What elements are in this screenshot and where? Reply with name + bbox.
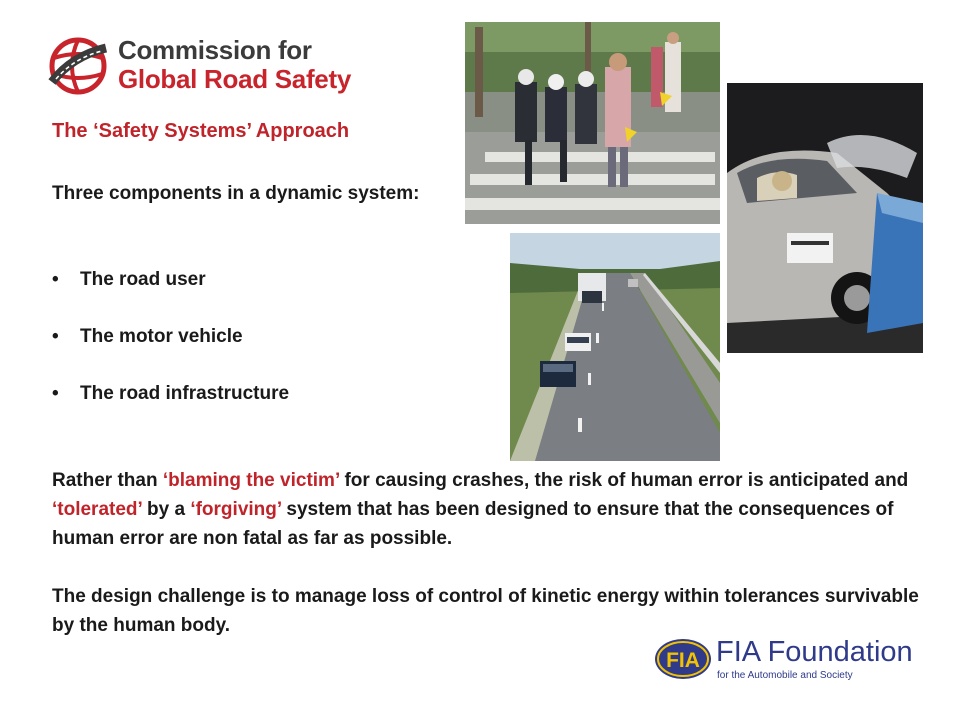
design-challenge-paragraph: The design challenge is to manage loss of control of kinetic energy within tolerances survivable by the human body. xyxy=(52,586,919,636)
para1-highlight-blaming: ‘blaming the victim’ xyxy=(162,470,340,491)
logo-line-1: Commission for xyxy=(118,35,312,65)
fia-title: FIA Foundation xyxy=(716,636,913,668)
commission-logo xyxy=(48,36,378,96)
para1-text-1: Rather than xyxy=(52,470,163,491)
bullet-text: The motor vehicle xyxy=(80,326,243,347)
bullet-text: The road infrastructure xyxy=(80,383,290,404)
list-item xyxy=(52,380,289,437)
para1-highlight-forgiving: ‘forgiving’ xyxy=(190,499,282,520)
para1-highlight-tolerated: ‘tolerated’ xyxy=(52,499,142,520)
para1-text-3: by a xyxy=(141,499,191,520)
para1-text-4: system that has been designed to ensure that the consequences of human error are non fatal as far as possible. xyxy=(52,499,894,549)
bullet-text: The road user xyxy=(80,269,206,290)
list-item xyxy=(52,266,289,323)
bullet-marker: • xyxy=(52,383,59,404)
list-item xyxy=(52,323,289,380)
crosswalk-photo xyxy=(465,22,720,224)
slide-heading: The ‘Safety Systems’ Approach xyxy=(52,120,350,142)
globe-road-icon xyxy=(48,36,110,96)
fia-badge-text: FIA xyxy=(666,649,700,672)
bullet-marker: • xyxy=(52,269,59,290)
para1-text-2: for causing crashes, the risk of human error is anticipated and xyxy=(339,470,909,491)
logo-line-2: Global Road Safety xyxy=(118,64,351,94)
fia-subtitle: for the Automobile and Society xyxy=(717,670,853,681)
component-list xyxy=(52,266,289,437)
crash-test-photo xyxy=(727,83,923,353)
intro-text: Three components in a dynamic system: xyxy=(52,183,420,204)
fia-badge-icon xyxy=(654,638,712,680)
bullet-marker: • xyxy=(52,326,59,347)
highway-photo xyxy=(510,233,720,461)
fia-foundation-logo xyxy=(654,636,913,686)
forgiving-system-paragraph xyxy=(52,466,952,553)
